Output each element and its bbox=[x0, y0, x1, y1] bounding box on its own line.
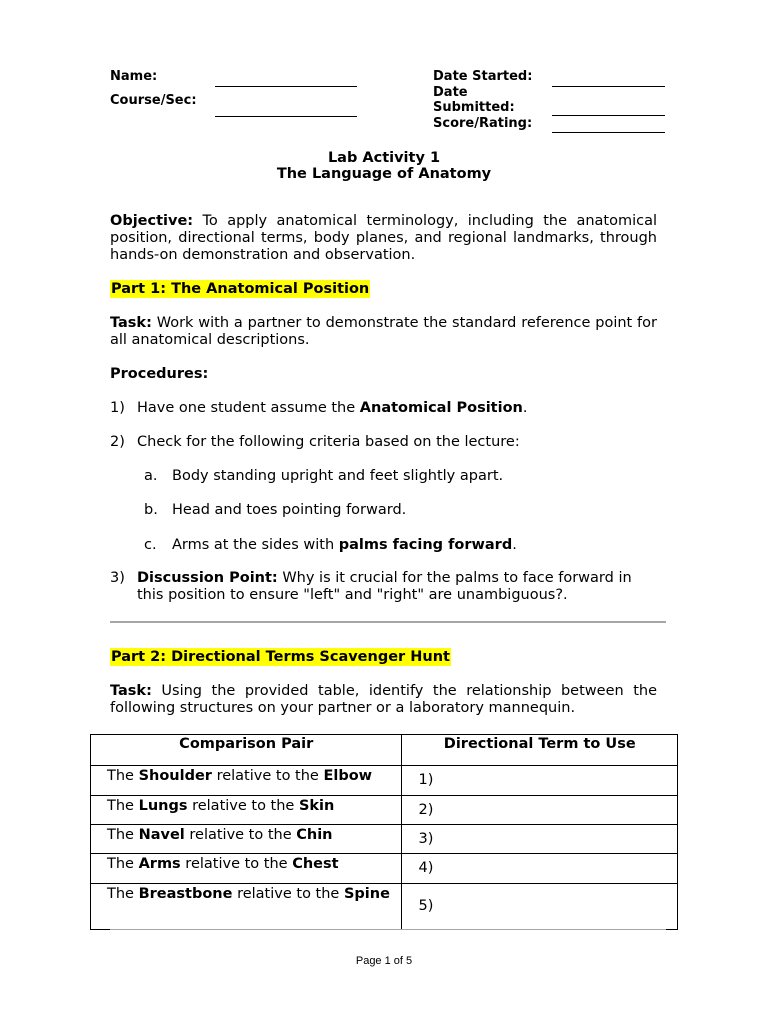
row-structure-a: Shoulder bbox=[138, 768, 212, 784]
lab-subtitle: The Language of Anatomy bbox=[276, 166, 492, 182]
page-number: Page 1 of 5 bbox=[355, 955, 413, 967]
name-field-line[interactable] bbox=[215, 86, 357, 87]
row-pre: The bbox=[107, 827, 139, 843]
date-submitted-field-line[interactable] bbox=[552, 115, 665, 116]
step1-bold: Anatomical Position bbox=[359, 400, 523, 416]
sub-c-text bbox=[172, 537, 517, 554]
comparison-pair-cell bbox=[91, 854, 402, 884]
part2-heading: Part 2: Directional Terms Scavenger Hunt bbox=[111, 649, 450, 665]
row-structure-b: Elbow bbox=[323, 768, 373, 784]
table-row bbox=[91, 825, 678, 854]
step3-body: Why is it crucial for the palms to face forward in this position to ensure "left" and "right" are unambiguous?. bbox=[137, 570, 632, 603]
step2-number: 2) bbox=[110, 434, 125, 450]
part2-task-text: Using the provided table, identify the relationship between the following structures on your partner or a laboratory mannequin. bbox=[110, 683, 657, 716]
comparison-pair-cell bbox=[91, 796, 402, 825]
sub-b-text: Head and toes pointing forward. bbox=[172, 502, 407, 518]
comparison-pair-cell bbox=[91, 766, 402, 796]
date-started-field-line[interactable] bbox=[552, 86, 665, 87]
part1-task-text: Work with a partner to demonstrate the standard reference point for all anatomical descriptions. bbox=[110, 315, 657, 348]
table-row bbox=[91, 854, 678, 884]
part2-task-label: Task: bbox=[110, 683, 152, 699]
course-field-line[interactable] bbox=[215, 116, 357, 117]
sub-c-pre: Arms at the sides with bbox=[172, 537, 339, 553]
table-row bbox=[91, 884, 678, 930]
sub-a-text: Body standing upright and feet slightly apart. bbox=[172, 468, 504, 484]
lab-title: Lab Activity 1 bbox=[327, 150, 441, 166]
row-structure-b: Chin bbox=[296, 827, 333, 843]
row-pre: The bbox=[107, 768, 139, 784]
step3-number: 3) bbox=[110, 570, 125, 586]
date-submitted-label-line2: Submitted: bbox=[433, 100, 515, 115]
col-header-directional-term: Directional Term to Use bbox=[402, 735, 678, 766]
part1-task-paragraph bbox=[110, 315, 657, 349]
step1-text bbox=[137, 400, 657, 417]
row-mid: relative to the bbox=[211, 768, 324, 784]
step1-pre: Have one student assume the bbox=[137, 400, 360, 416]
sub-c-bold: palms facing forward bbox=[338, 537, 513, 553]
objective-paragraph bbox=[110, 213, 657, 264]
row-mid: relative to the bbox=[232, 886, 344, 902]
table-row bbox=[91, 766, 678, 796]
name-label: Name: bbox=[110, 69, 158, 84]
row-pre: The bbox=[107, 798, 139, 814]
date-submitted-label-line1: Date bbox=[433, 85, 468, 100]
course-label: Course/Sec: bbox=[110, 93, 197, 108]
part1-task-label: Task: bbox=[110, 315, 152, 331]
step1-post: . bbox=[522, 400, 528, 416]
row-structure-a: Lungs bbox=[138, 798, 188, 814]
comparison-table bbox=[90, 734, 678, 930]
row-structure-b: Skin bbox=[298, 798, 335, 814]
row-structure-b: Spine bbox=[343, 886, 390, 902]
directional-term-cell[interactable]: 3) bbox=[402, 825, 678, 854]
score-label: Score/Rating: bbox=[433, 116, 533, 131]
row-mid: relative to the bbox=[180, 856, 293, 872]
directional-term-cell[interactable]: 5) bbox=[402, 884, 678, 930]
row-mid: relative to the bbox=[184, 827, 297, 843]
row-mid: relative to the bbox=[187, 798, 299, 814]
row-structure-a: Arms bbox=[138, 856, 181, 872]
comparison-pair-cell bbox=[91, 825, 402, 854]
objective-label: Objective: bbox=[110, 213, 194, 229]
directional-term-cell[interactable]: 2) bbox=[402, 796, 678, 825]
row-pre: The bbox=[107, 886, 139, 902]
directional-term-cell[interactable]: 4) bbox=[402, 854, 678, 884]
date-submitted-label bbox=[433, 85, 515, 115]
step2-text: Check for the following criteria based on the lecture: bbox=[137, 434, 520, 450]
step3-text bbox=[137, 570, 657, 604]
procedures-label: Procedures: bbox=[110, 366, 209, 382]
sub-c-label: c. bbox=[144, 537, 157, 553]
row-pre: The bbox=[107, 856, 139, 872]
date-started-label: Date Started: bbox=[433, 69, 533, 84]
part1-heading: Part 1: The Anatomical Position bbox=[111, 281, 370, 297]
col-header-comparison-pair: Comparison Pair bbox=[91, 735, 402, 766]
step1-number: 1) bbox=[110, 400, 125, 416]
row-structure-a: Navel bbox=[138, 827, 185, 843]
sub-c-post: . bbox=[512, 537, 517, 553]
part2-task-paragraph bbox=[110, 683, 657, 717]
table-bottom-rule bbox=[110, 929, 666, 930]
step3-bold: Discussion Point: bbox=[137, 570, 278, 586]
comparison-pair-cell bbox=[91, 884, 402, 930]
directional-term-cell[interactable]: 1) bbox=[402, 766, 678, 796]
sub-a-label: a. bbox=[144, 468, 158, 484]
objective-text: To apply anatomical terminology, including the anatomical position, directional terms, body planes, and regional landmarks, through hands-on demonstration and observation. bbox=[110, 213, 657, 263]
sub-b-label: b. bbox=[144, 502, 158, 518]
row-structure-b: Chest bbox=[292, 856, 339, 872]
table-row bbox=[91, 796, 678, 825]
section-divider bbox=[110, 621, 666, 623]
score-field-line[interactable] bbox=[552, 132, 665, 133]
table-header-row bbox=[91, 735, 678, 766]
row-structure-a: Breastbone bbox=[138, 886, 233, 902]
